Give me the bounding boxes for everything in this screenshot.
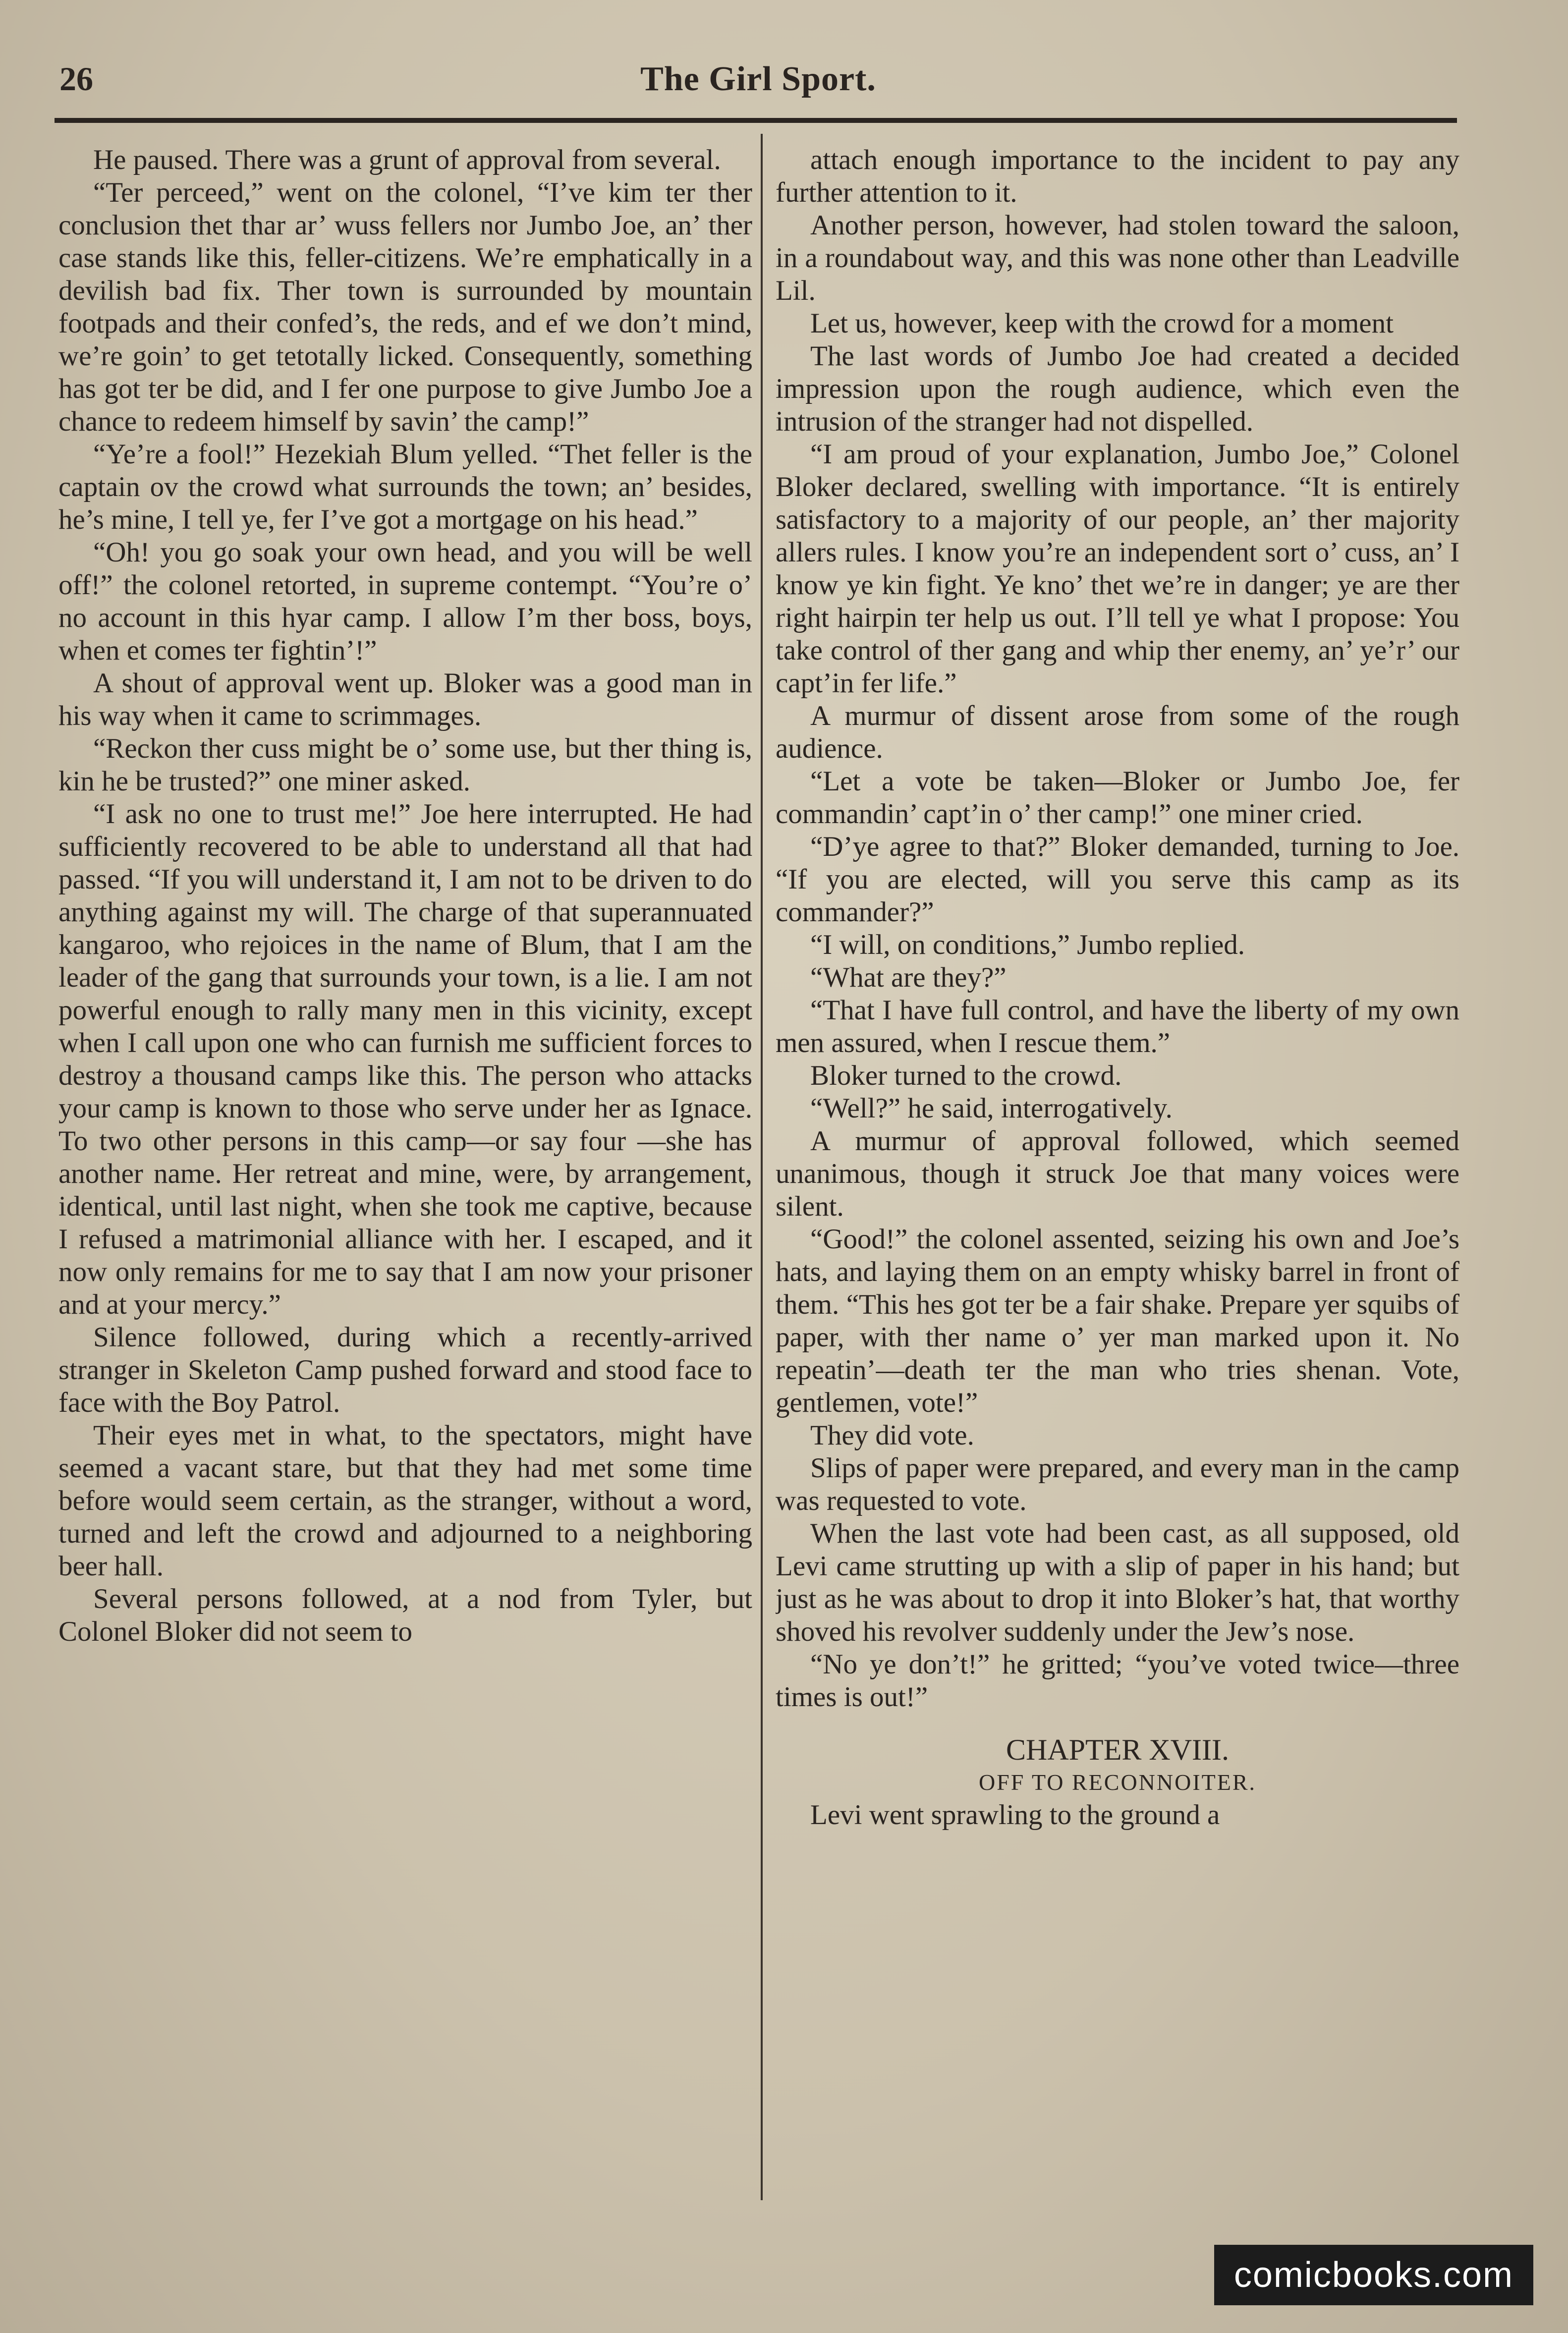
paragraph: When the last vote had been cast, as all supposed, old Levi came strutting up with a slip of paper in his hand; but just as he was about to drop it into Bloker’s hat, that worthy shoved his revolver suddenly under the Jew’s nose. (776, 1518, 1459, 1647)
page-number: 26 (59, 60, 93, 98)
paragraph: “That I have full control, and have the liberty of my own men assured, when I rescue them.” (776, 995, 1459, 1058)
chapter-heading: CHAPTER XVIII. (1006, 1733, 1229, 1766)
paragraph: The last words of Jumbo Joe had created a decided impression upon the rough audience, which even the intrusion of the stranger had not dispelled. (776, 340, 1459, 437)
chapter-subheading: OFF TO RECONNOITER. (978, 1770, 1257, 1795)
paragraph: Slips of paper were prepared, and every man in the camp was requested to vote. (776, 1452, 1459, 1516)
left-column (58, 144, 752, 2220)
paragraph: Bloker turned to the crowd. (810, 1060, 1122, 1091)
paragraph: Several persons followed, at a nod from Tyler, but Colonel Bloker did not seem to (58, 1583, 752, 1647)
paragraph: He paused. There was a grunt of approval from several. (93, 144, 721, 175)
paragraph: “No ye don’t!” he gritted; “you’ve voted twice—three times is out!” (776, 1649, 1459, 1713)
paragraph: A murmur of approval followed, which seemed unanimous, though it struck Joe that many voices were silent. (776, 1125, 1459, 1222)
paragraph: Another person, however, had stolen toward the saloon, in a roundabout way, and this was none other than Leadville Lil. (776, 210, 1459, 306)
right-column (776, 144, 1459, 2220)
chapter-first-line: Levi went sprawling to the ground a (810, 1799, 1220, 1831)
paragraph: Let us, however, keep with the crowd for a moment (810, 308, 1394, 339)
paragraph: “Ter perceed,” went on the colonel, “I’ve kim ter ther conclusion thet thar ar’ wuss fellers nor Jumbo Joe, an’ ther case stands like this, feller-citizens. We’re emphatically in a devilish bad fix. Ther town is surrounded by mountain footpads and their confed’s, the reds, and ef we don’t mind, we’re goin’ to get tetotally licked. Consequently, something has got ter be did, and I fer one purpose to give Jumbo Joe a chance to redeem himself by savin’ the camp!” (58, 177, 752, 437)
paragraph: “What are they?” (810, 962, 1007, 993)
running-title: The Girl Sport. (640, 60, 876, 98)
paragraph: “I will, on conditions,” Jumbo replied. (810, 929, 1245, 960)
paragraph: “Good!” the colonel assented, seizing his own and Joe’s hats, and laying them on an empty whisky barrel in front of them. “This hes got ter be a fair shake. Prepare yer squibs of paper, with ther name o’ yer man marked upon it. No repeatin’—death ter the man who tries shenan. Vote, gentlemen, vote!” (776, 1223, 1459, 1418)
paragraph: They did vote. (810, 1420, 974, 1451)
paragraph: Their eyes met in what, to the spectators, might have seemed a vacant stare, but that they had met some time before would seem certain, as the stranger, without a word, turned and left the crowd and adjourned to a neighboring beer hall. (58, 1420, 752, 1582)
header-rule (55, 118, 1457, 123)
paragraph: “Well?” he said, interrogatively. (810, 1093, 1173, 1124)
paragraph: “I am proud of your explanation, Jumbo Joe,” Colonel Bloker declared, swelling with importance. “It is entirely satisfactory to a majority of our people, an’ ther majority allers rules. I know you’re an independent sort o’ cuss, an’ I know ye kin fight. Ye kno’ thet we’re in danger; ye are ther right hairpin ter help us out. I’ll tell ye what I propose: You take control of ther gang and whip ther enemy, an’ ye’r’ our capt’in fer life.” (776, 439, 1459, 699)
paragraph: “I ask no one to trust me!” Joe here interrupted. He had sufficiently recovered to be able to understand all that had passed. “If you will understand it, I am not to be driven to do anything against my will. The charge of that superannuated kangaroo, who rejoices in the name of Blum, that I am the leader of the gang that surrounds your town, is a lie. I am not powerful enough to rally many men in this vicinity, except when I call upon one who can furnish me sufficient forces to destroy a thousand camps like this. The person who attacks your camp is known to those who serve under her as Ignace. To two other persons in this camp—or say four —she has another name. Her retreat and mine, were, by arrangement, identical, until last night, when she took me captive, because I refused a matrimonial alliance with her. I escaped, and it now only remains for me to say that I am now your prisoner and at your mercy.” (58, 798, 752, 1320)
paragraph: A shout of approval went up. Bloker was a good man in his way when it came to scrimmages. (58, 667, 752, 731)
paragraph: “Let a vote be taken—Bloker or Jumbo Joe, fer commandin’ capt’in o’ ther camp!” one miner cried. (776, 766, 1459, 830)
page-header (59, 55, 1457, 109)
paragraph: “D’ye agree to that?” Bloker demanded, turning to Joe. “If you are elected, will you serve this camp as its commander?” (776, 831, 1459, 928)
paragraph: “Oh! you go soak your own head, and you will be well off!” the colonel retorted, in supreme contempt. “You’re o’ no account in this hyar camp. I allow I’m ther boss, boys, when et comes ter fightin’!” (58, 537, 752, 666)
paragraph: attach enough importance to the incident to pay any further attention to it. (776, 144, 1459, 208)
paragraph: A murmur of dissent arose from some of the rough audience. (776, 700, 1459, 764)
paragraph: Silence followed, during which a recently-arrived stranger in Skeleton Camp pushed forward and stood face to face with the Boy Patrol. (58, 1322, 752, 1418)
paragraph: “Reckon ther cuss might be o’ some use, but ther thing is, kin he be trusted?” one miner asked. (58, 733, 752, 797)
column-divider (761, 134, 763, 2200)
paragraph: “Ye’re a fool!” Hezekiah Blum yelled. “Thet feller is the captain ov the crowd what surrounds the town; an’ besides, he’s mine, I tell ye, fer I’ve got a mortgage on his head.” (58, 439, 752, 535)
watermark-logo: comicbooks.com (1214, 2245, 1533, 2305)
